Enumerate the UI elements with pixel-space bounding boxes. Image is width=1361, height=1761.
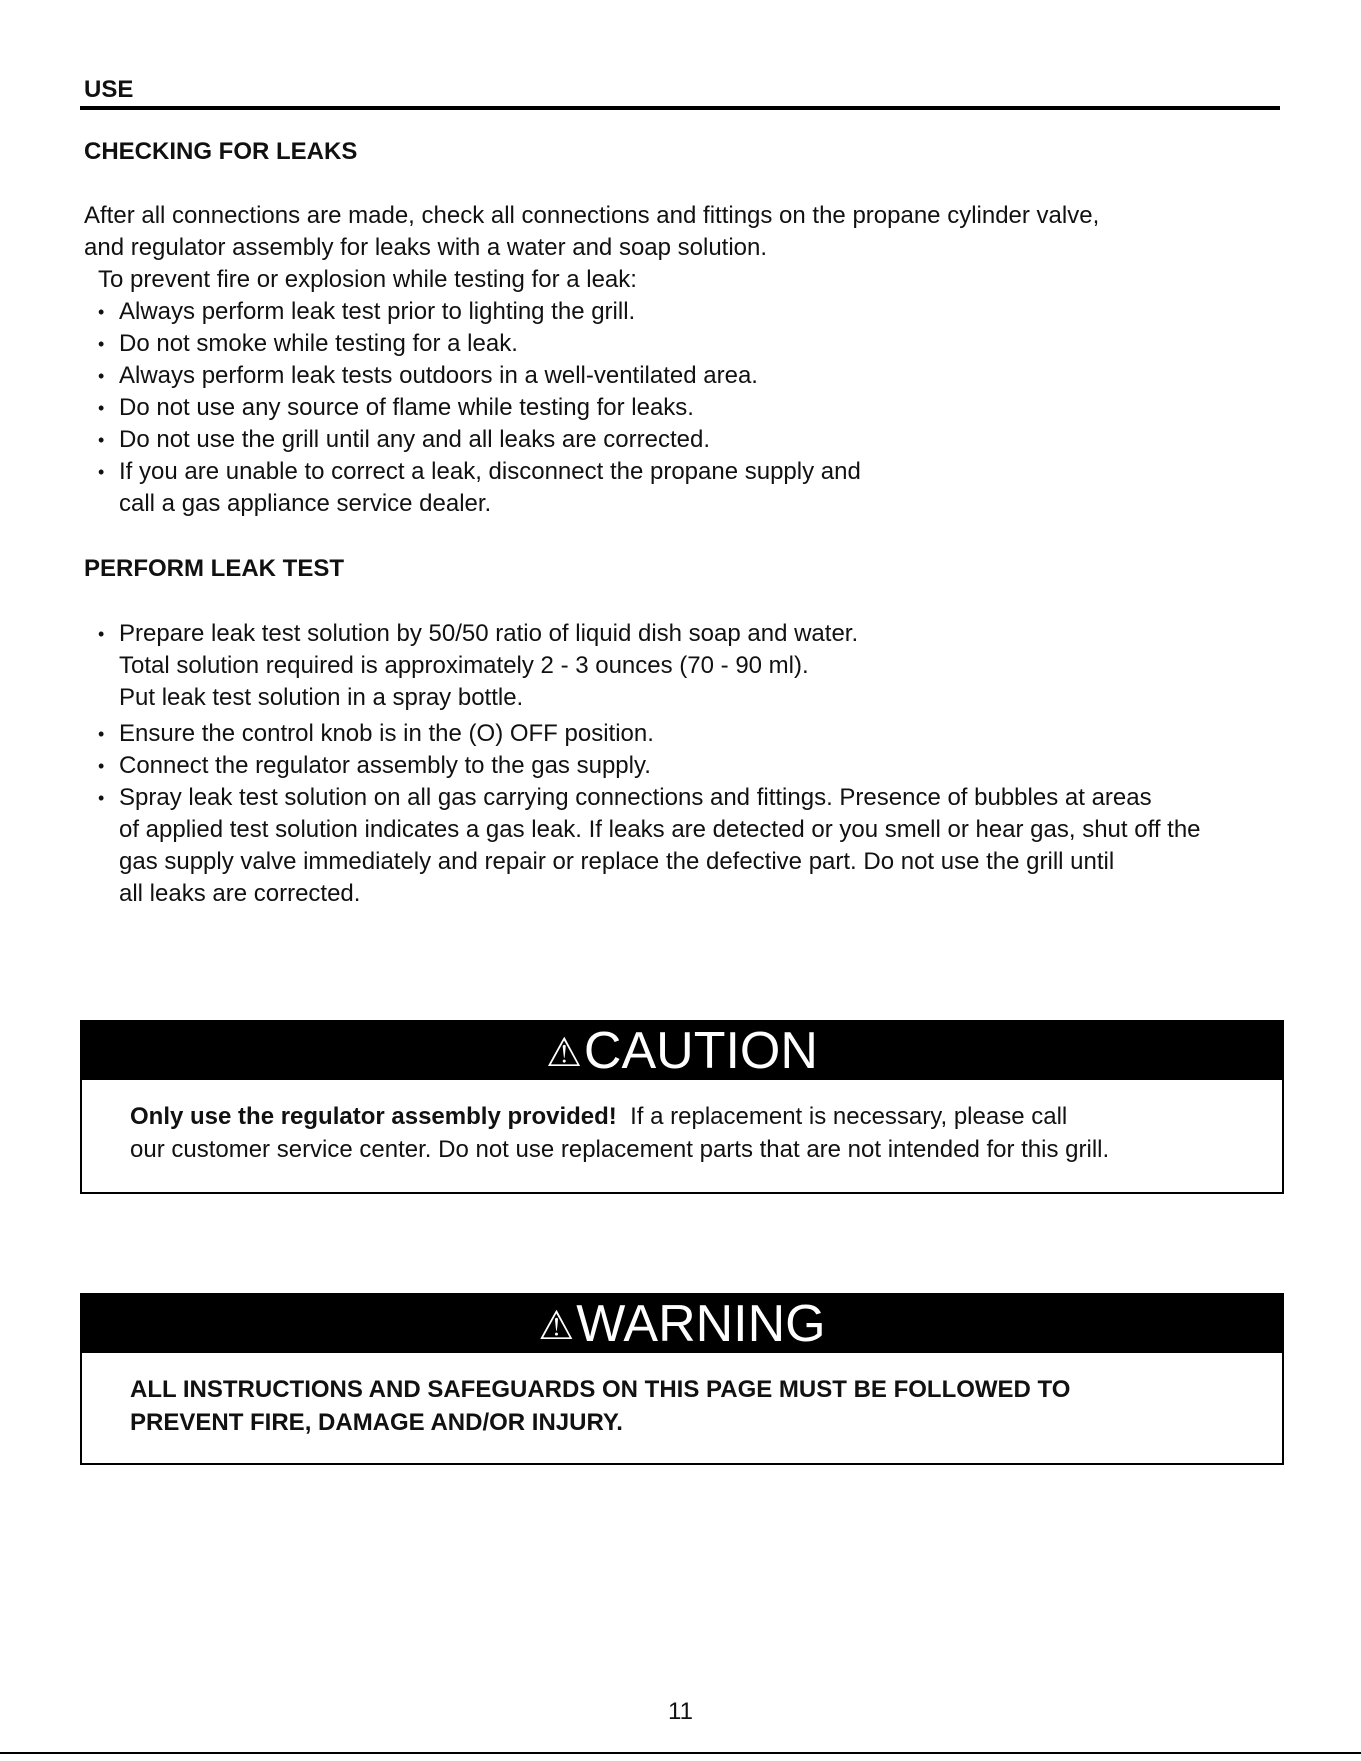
header-rule [80, 106, 1280, 110]
warning-text: PREVENT FIRE, DAMAGE AND/OR INJURY. [130, 1409, 623, 1436]
caution-bold-text: Only use the regulator assembly provided! [130, 1103, 617, 1130]
prevent-line: To prevent fire or explosion while testing for a leak: [98, 266, 637, 293]
caution-title: CAUTION [583, 1022, 818, 1080]
perform-line: all leaks are corrected. [119, 880, 361, 907]
checking-bullet: • Do not smoke while testing for a leak. [84, 328, 1099, 360]
warning-box [80, 1293, 1284, 1465]
caution-text: our customer service center. Do not use replacement parts that are not intended for this grill. [130, 1136, 1110, 1163]
checking-bullet-continuation: call a gas appliance service dealer. [119, 490, 492, 517]
perform-line: of applied test solution indicates a gas leak. If leaks are detected or you smell or hear gas, shut off the [119, 816, 1201, 843]
checking-bullet: • Always perform leak test prior to lighting the grill. [84, 296, 1099, 328]
checking-intro [84, 200, 1099, 520]
checking-bullet: • Do not use any source of flame while testing for leaks. [84, 392, 1099, 424]
checking-title: CHECKING FOR LEAKS [84, 138, 358, 165]
warning-triangle-icon: ⚠ [546, 1031, 582, 1075]
checking-bullet: • Always perform leak tests outdoors in a well-ventilated area. [84, 360, 1099, 392]
perform-bullet-prepare: • Prepare leak test solution by 50/50 ratio of liquid dish soap and water. [84, 618, 1201, 650]
intro-line-1: After all connections are made, check all connections and fittings on the propane cylinder valve, [84, 202, 1100, 229]
checking-bullet: • Do not use the grill until any and all leaks are corrected. [84, 424, 1099, 456]
perform-line: gas supply valve immediately and repair or replace the defective part. Do not use the grill until [119, 848, 1115, 875]
section-header: USE [84, 76, 134, 103]
checking-bullet: • If you are unable to correct a leak, disconnect the propane supply and [84, 456, 1099, 488]
warning-title: WARNING [576, 1295, 826, 1353]
perform-bullet-ensure: • Ensure the control knob is in the (O) OFF position. [84, 718, 1201, 750]
warning-body [82, 1353, 1282, 1439]
bottom-rule [0, 1752, 1361, 1754]
perform-bullet-connect: • Connect the regulator assembly to the gas supply. [84, 750, 1201, 782]
caution-header [82, 1022, 1282, 1080]
caution-text: If a replacement is necessary, please call [616, 1103, 1068, 1130]
perform-line: Put leak test solution in a spray bottle. [119, 684, 524, 711]
perform-line: Total solution required is approximately 2 - 3 ounces (70 - 90 ml). [119, 652, 809, 679]
caution-body [82, 1080, 1282, 1166]
warning-triangle-icon: ⚠ [538, 1304, 575, 1348]
warning-text: ALL INSTRUCTIONS AND SAFEGUARDS ON THIS PAGE MUST BE FOLLOWED TO [130, 1376, 1071, 1403]
perform-bullet-spray: • Spray leak test solution on all gas carrying connections and fittings. Presence of bubbles at areas [84, 782, 1201, 814]
perform-title: PERFORM LEAK TEST [84, 555, 345, 582]
perform-steps [84, 618, 1201, 910]
page-number: 11 [668, 1698, 693, 1725]
intro-line-2: and regulator assembly for leaks with a water and soap solution. [84, 234, 768, 261]
caution-box [80, 1020, 1284, 1194]
warning-header [82, 1295, 1282, 1353]
